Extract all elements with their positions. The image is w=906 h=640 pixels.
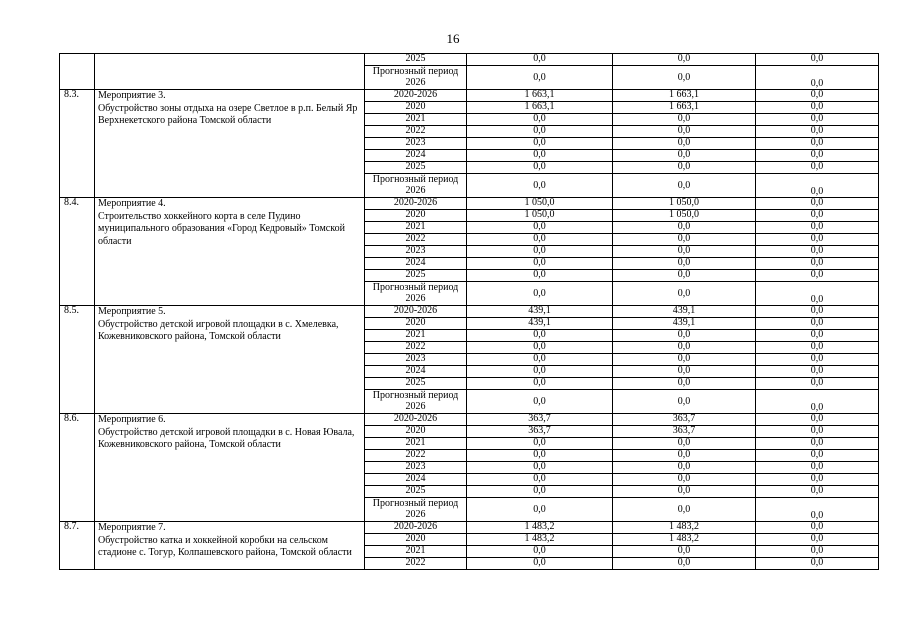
value-total-cell: 439,1	[467, 318, 613, 330]
value-total-cell: 0,0	[467, 498, 613, 522]
value-total-cell: 0,0	[467, 150, 613, 162]
value-total-cell: 0,0	[467, 174, 613, 198]
value-regional-cell: 0,0	[613, 546, 756, 558]
value-total-cell: 0,0	[467, 138, 613, 150]
measure-title: Мероприятие 3.	[98, 90, 166, 101]
value-regional-cell: 0,0	[613, 222, 756, 234]
value-total-cell: 0,0	[467, 270, 613, 282]
year-cell: 2021	[365, 438, 467, 450]
value-total-cell: 363,7	[467, 414, 613, 426]
value-total-cell: 0,0	[467, 450, 613, 462]
value-other-cell: 0,0	[756, 138, 879, 150]
value-total-cell: 0,0	[467, 66, 613, 90]
value-total-cell: 0,0	[467, 234, 613, 246]
measure-index-cell: 8.5.	[60, 306, 95, 414]
value-regional-cell: 439,1	[613, 318, 756, 330]
value-total-cell: 1 663,1	[467, 90, 613, 102]
value-regional-cell: 1 050,0	[613, 210, 756, 222]
year-cell: 2025	[365, 378, 467, 390]
value-other-cell: 0,0	[756, 558, 879, 570]
value-regional-cell: 0,0	[613, 438, 756, 450]
year-cell: 2022	[365, 234, 467, 246]
value-total-cell: 0,0	[467, 486, 613, 498]
value-other-cell: 0,0	[756, 378, 879, 390]
measure-index-cell: 8.3.	[60, 90, 95, 198]
index-cell	[60, 54, 95, 90]
value-total-cell: 0,0	[467, 390, 613, 414]
year-cell: 2024	[365, 474, 467, 486]
value-other-cell: 0,0	[756, 474, 879, 486]
value-total-cell: 0,0	[467, 330, 613, 342]
year-cell: 2024	[365, 258, 467, 270]
year-cell: 2023	[365, 138, 467, 150]
year-cell: 2025	[365, 486, 467, 498]
table-row	[60, 198, 879, 210]
table-row	[60, 54, 879, 66]
year-cell: 2021	[365, 330, 467, 342]
value-total-cell: 1 483,2	[467, 534, 613, 546]
value-other-cell: 0,0	[756, 426, 879, 438]
year-cell: 2020	[365, 318, 467, 330]
value-other-cell: 0,0	[756, 342, 879, 354]
value-regional-cell: 0,0	[613, 282, 756, 306]
value-regional-cell: 0,0	[613, 558, 756, 570]
value-regional-cell: 0,0	[613, 450, 756, 462]
measure-title: Мероприятие 6.	[98, 414, 166, 425]
value-other-cell: 0,0	[756, 150, 879, 162]
value-regional-cell: 0,0	[613, 258, 756, 270]
measure-index-cell: 8.4.	[60, 198, 95, 306]
value-other-cell: 0,0	[756, 534, 879, 546]
measure-index-cell: 8.7.	[60, 522, 95, 570]
value-regional-cell: 0,0	[613, 390, 756, 414]
value-total-cell: 0,0	[467, 474, 613, 486]
value-regional-cell: 0,0	[613, 162, 756, 174]
value-regional-cell: 0,0	[613, 270, 756, 282]
value-total-cell: 0,0	[467, 126, 613, 138]
value-regional-cell: 1 050,0	[613, 198, 756, 210]
year-cell: Прогнозный период 2026	[365, 282, 467, 306]
value-other-cell: 0,0	[756, 390, 879, 414]
value-regional-cell: 0,0	[613, 366, 756, 378]
value-other-cell: 0,0	[756, 66, 879, 90]
measure-title: Мероприятие 4.	[98, 198, 166, 209]
year-cell: 2022	[365, 558, 467, 570]
value-other-cell: 0,0	[756, 114, 879, 126]
year-cell: 2023	[365, 462, 467, 474]
measure-description-cell	[95, 414, 365, 522]
measure-description: Обустройство катка и хоккейной коробки на сельском стадионе с. Тогур, Колпашевского района, Томской области	[98, 534, 352, 558]
year-cell: 2020-2026	[365, 414, 467, 426]
value-other-cell: 0,0	[756, 270, 879, 282]
value-other-cell: 0,0	[756, 414, 879, 426]
value-regional-cell: 0,0	[613, 486, 756, 498]
year-cell: 2023	[365, 354, 467, 366]
year-cell: 2022	[365, 342, 467, 354]
measure-title: Мероприятие 7.	[98, 522, 166, 533]
value-total-cell: 0,0	[467, 162, 613, 174]
year-cell: 2022	[365, 450, 467, 462]
table-row	[60, 90, 879, 102]
value-other-cell: 0,0	[756, 546, 879, 558]
year-cell: 2020	[365, 210, 467, 222]
value-total-cell: 0,0	[467, 438, 613, 450]
value-regional-cell: 0,0	[613, 174, 756, 198]
value-total-cell: 0,0	[467, 378, 613, 390]
value-other-cell: 0,0	[756, 354, 879, 366]
value-other-cell: 0,0	[756, 174, 879, 198]
year-cell: 2023	[365, 246, 467, 258]
year-cell: 2020-2026	[365, 90, 467, 102]
value-total-cell: 0,0	[467, 354, 613, 366]
year-cell: Прогнозный период 2026	[365, 498, 467, 522]
measure-description-cell	[95, 198, 365, 306]
value-regional-cell: 1 663,1	[613, 102, 756, 114]
measure-description-cell	[95, 522, 365, 570]
value-total-cell: 1 050,0	[467, 210, 613, 222]
page-number: 16	[446, 31, 460, 46]
value-regional-cell: 0,0	[613, 150, 756, 162]
value-regional-cell: 0,0	[613, 114, 756, 126]
value-regional-cell: 439,1	[613, 306, 756, 318]
value-total-cell: 0,0	[467, 366, 613, 378]
value-other-cell: 0,0	[756, 222, 879, 234]
value-regional-cell: 0,0	[613, 246, 756, 258]
value-total-cell: 0,0	[467, 558, 613, 570]
value-other-cell: 0,0	[756, 162, 879, 174]
value-regional-cell: 0,0	[613, 138, 756, 150]
value-total-cell: 0,0	[467, 546, 613, 558]
value-other-cell: 0,0	[756, 246, 879, 258]
value-other-cell: 0,0	[756, 234, 879, 246]
value-total-cell: 439,1	[467, 306, 613, 318]
value-total-cell: 1 663,1	[467, 102, 613, 114]
value-other-cell: 0,0	[756, 198, 879, 210]
value-other-cell: 0,0	[756, 450, 879, 462]
table-body	[60, 54, 879, 570]
value-regional-cell: 0,0	[613, 474, 756, 486]
value-other-cell: 0,0	[756, 438, 879, 450]
value-other-cell: 0,0	[756, 366, 879, 378]
value-other-cell: 0,0	[756, 462, 879, 474]
value-regional-cell: 0,0	[613, 66, 756, 90]
value-regional-cell: 0,0	[613, 126, 756, 138]
value-regional-cell: 1 663,1	[613, 90, 756, 102]
value-total-cell: 1 050,0	[467, 198, 613, 210]
value-total-cell: 0,0	[467, 258, 613, 270]
year-cell: 2020-2026	[365, 522, 467, 534]
value-other-cell: 0,0	[756, 54, 879, 66]
measure-description: Обустройство детской игровой площадки в с. Новая Ювала, Кожевниковского района, Томской области	[98, 426, 355, 450]
year-cell: 2024	[365, 366, 467, 378]
value-regional-cell: 0,0	[613, 462, 756, 474]
year-cell: 2020-2026	[365, 306, 467, 318]
year-cell: 2020	[365, 426, 467, 438]
value-regional-cell: 0,0	[613, 354, 756, 366]
value-total-cell: 0,0	[467, 462, 613, 474]
value-regional-cell: 1 483,2	[613, 534, 756, 546]
value-regional-cell: 0,0	[613, 342, 756, 354]
value-regional-cell: 0,0	[613, 330, 756, 342]
value-total-cell: 363,7	[467, 426, 613, 438]
value-regional-cell: 363,7	[613, 414, 756, 426]
description-cell	[95, 54, 365, 90]
value-other-cell: 0,0	[756, 318, 879, 330]
value-total-cell: 0,0	[467, 282, 613, 306]
year-cell: 2025	[365, 54, 467, 66]
table-row	[60, 306, 879, 318]
value-total-cell: 0,0	[467, 222, 613, 234]
measure-description: Строительство хоккейного корта в селе Пудино муниципального образования «Город Кедровый» Томской области	[98, 210, 345, 247]
value-regional-cell: 0,0	[613, 234, 756, 246]
year-cell: 2020	[365, 102, 467, 114]
value-other-cell: 0,0	[756, 210, 879, 222]
value-total-cell: 0,0	[467, 54, 613, 66]
value-other-cell: 0,0	[756, 126, 879, 138]
budget-table	[59, 53, 879, 570]
measure-description-cell	[95, 306, 365, 414]
value-total-cell: 0,0	[467, 342, 613, 354]
year-cell: Прогнозный период 2026	[365, 390, 467, 414]
table-row	[60, 522, 879, 534]
value-regional-cell: 0,0	[613, 54, 756, 66]
value-other-cell: 0,0	[756, 282, 879, 306]
value-other-cell: 0,0	[756, 258, 879, 270]
value-total-cell: 0,0	[467, 246, 613, 258]
year-cell: 2020-2026	[365, 198, 467, 210]
measure-title: Мероприятие 5.	[98, 306, 166, 317]
value-regional-cell: 0,0	[613, 378, 756, 390]
year-cell: 2020	[365, 534, 467, 546]
year-cell: Прогнозный период 2026	[365, 66, 467, 90]
measure-description: Обустройство зоны отдыха на озере Светлое в р.п. Белый Яр Верхнекетского района Томской области	[98, 102, 358, 126]
measure-index-cell: 8.6.	[60, 414, 95, 522]
value-other-cell: 0,0	[756, 522, 879, 534]
value-regional-cell: 1 483,2	[613, 522, 756, 534]
year-cell: 2025	[365, 270, 467, 282]
year-cell: 2021	[365, 546, 467, 558]
value-other-cell: 0,0	[756, 90, 879, 102]
value-other-cell: 0,0	[756, 486, 879, 498]
value-other-cell: 0,0	[756, 102, 879, 114]
measure-description-cell	[95, 90, 365, 198]
value-regional-cell: 363,7	[613, 426, 756, 438]
table-row	[60, 414, 879, 426]
value-other-cell: 0,0	[756, 330, 879, 342]
value-other-cell: 0,0	[756, 306, 879, 318]
year-cell: 2022	[365, 126, 467, 138]
measure-description: Обустройство детской игровой площадки в с. Хмелевка, Кожевниковского района, Томской области	[98, 318, 339, 342]
year-cell: 2024	[365, 150, 467, 162]
year-cell: Прогнозный период 2026	[365, 174, 467, 198]
value-regional-cell: 0,0	[613, 498, 756, 522]
value-other-cell: 0,0	[756, 498, 879, 522]
value-total-cell: 1 483,2	[467, 522, 613, 534]
year-cell: 2025	[365, 162, 467, 174]
year-cell: 2021	[365, 222, 467, 234]
year-cell: 2021	[365, 114, 467, 126]
value-total-cell: 0,0	[467, 114, 613, 126]
